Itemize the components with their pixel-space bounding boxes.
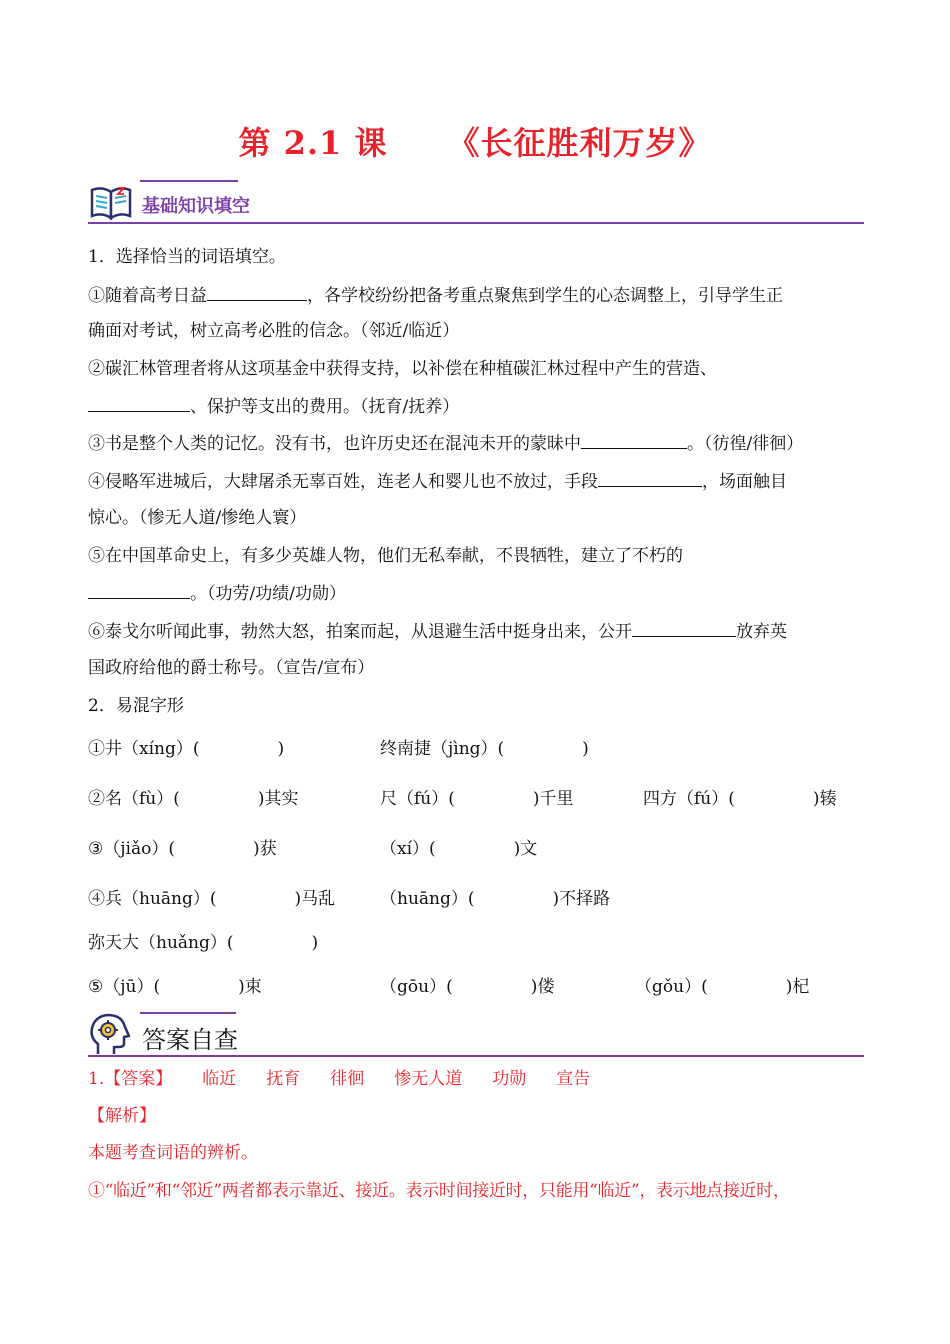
- q1-line: ④侵略军进城后，大肆屠杀无辜百姓，连老人和婴儿也不放过，手段 ，场面触目: [88, 472, 787, 492]
- q1-line: ②碳汇林管理者将从这项基金中获得支持，以补偿在种植碳汇林过程中产生的营造、: [88, 359, 717, 379]
- answer-prefix: 1.【答案】: [88, 1069, 173, 1089]
- q1-line: ③书是整个人类的记忆。没有书，也许历史还在混沌未开的蒙昧中 。（彷徨/徘徊）: [88, 434, 804, 454]
- q1-line: 惊心。（惨无人道/惨绝人寰）: [88, 508, 307, 528]
- q1-line: 国政府给他的爵士称号。（宣告/宣布）: [88, 658, 375, 678]
- analysis-intro: 本题考查词语的辨析。: [88, 1143, 258, 1163]
- q1-line: 、保护等支出的费用。（抚育/抚养）: [88, 395, 459, 418]
- book-icon: [88, 182, 134, 222]
- q2-stem: 2．易混字形: [88, 696, 184, 716]
- section-header-answers: [88, 1010, 864, 1060]
- q1-line: 确面对考试，树立高考必胜的信念。（邻近/临近）: [88, 321, 460, 341]
- answer-item: 惨无人道: [394, 1069, 463, 1089]
- section-label: 答案自查: [142, 1026, 238, 1054]
- q1-line: 。（功劳/功绩/功勋）: [88, 582, 346, 605]
- section-label: 基础知识填空: [142, 196, 250, 217]
- answer-item: 宣告: [556, 1069, 591, 1089]
- answer-item: 功勋: [492, 1069, 527, 1089]
- answer-item: 徘徊: [330, 1069, 365, 1089]
- q1-line: ⑥泰戈尔听闻此事，勃然大怒，拍案而起，从退避生活中挺身出来，公开 放弃英: [88, 622, 787, 642]
- q1-line: ①随着高考日益 ，各学校纷纷把备考重点聚焦到学生的心态调整上，引导学生正: [88, 286, 783, 306]
- section-header-basics: [88, 178, 864, 228]
- analysis-text: ①“临近”和“邻近”两者都表示靠近、接近。表示时间接近时，只能用“临近”，表示地点接近时，: [88, 1181, 790, 1201]
- answer-item: 临近: [202, 1069, 237, 1089]
- page-title: [0, 118, 950, 164]
- answer-line: [88, 1068, 590, 1090]
- analysis-label: 【解析】: [88, 1106, 156, 1126]
- q1-stem: 1．选择恰当的词语填空。: [88, 247, 286, 267]
- answer-item: 抚育: [266, 1069, 301, 1089]
- lesson-number: 第 2.1 课: [238, 124, 388, 162]
- head-gear-icon: [88, 1012, 132, 1056]
- lesson-title: 《长征胜利万岁》: [447, 124, 712, 162]
- q1-line: ⑤在中国革命史上，有多少英雄人物，他们无私奉献，不畏牺牲，建立了不朽的: [88, 546, 683, 566]
